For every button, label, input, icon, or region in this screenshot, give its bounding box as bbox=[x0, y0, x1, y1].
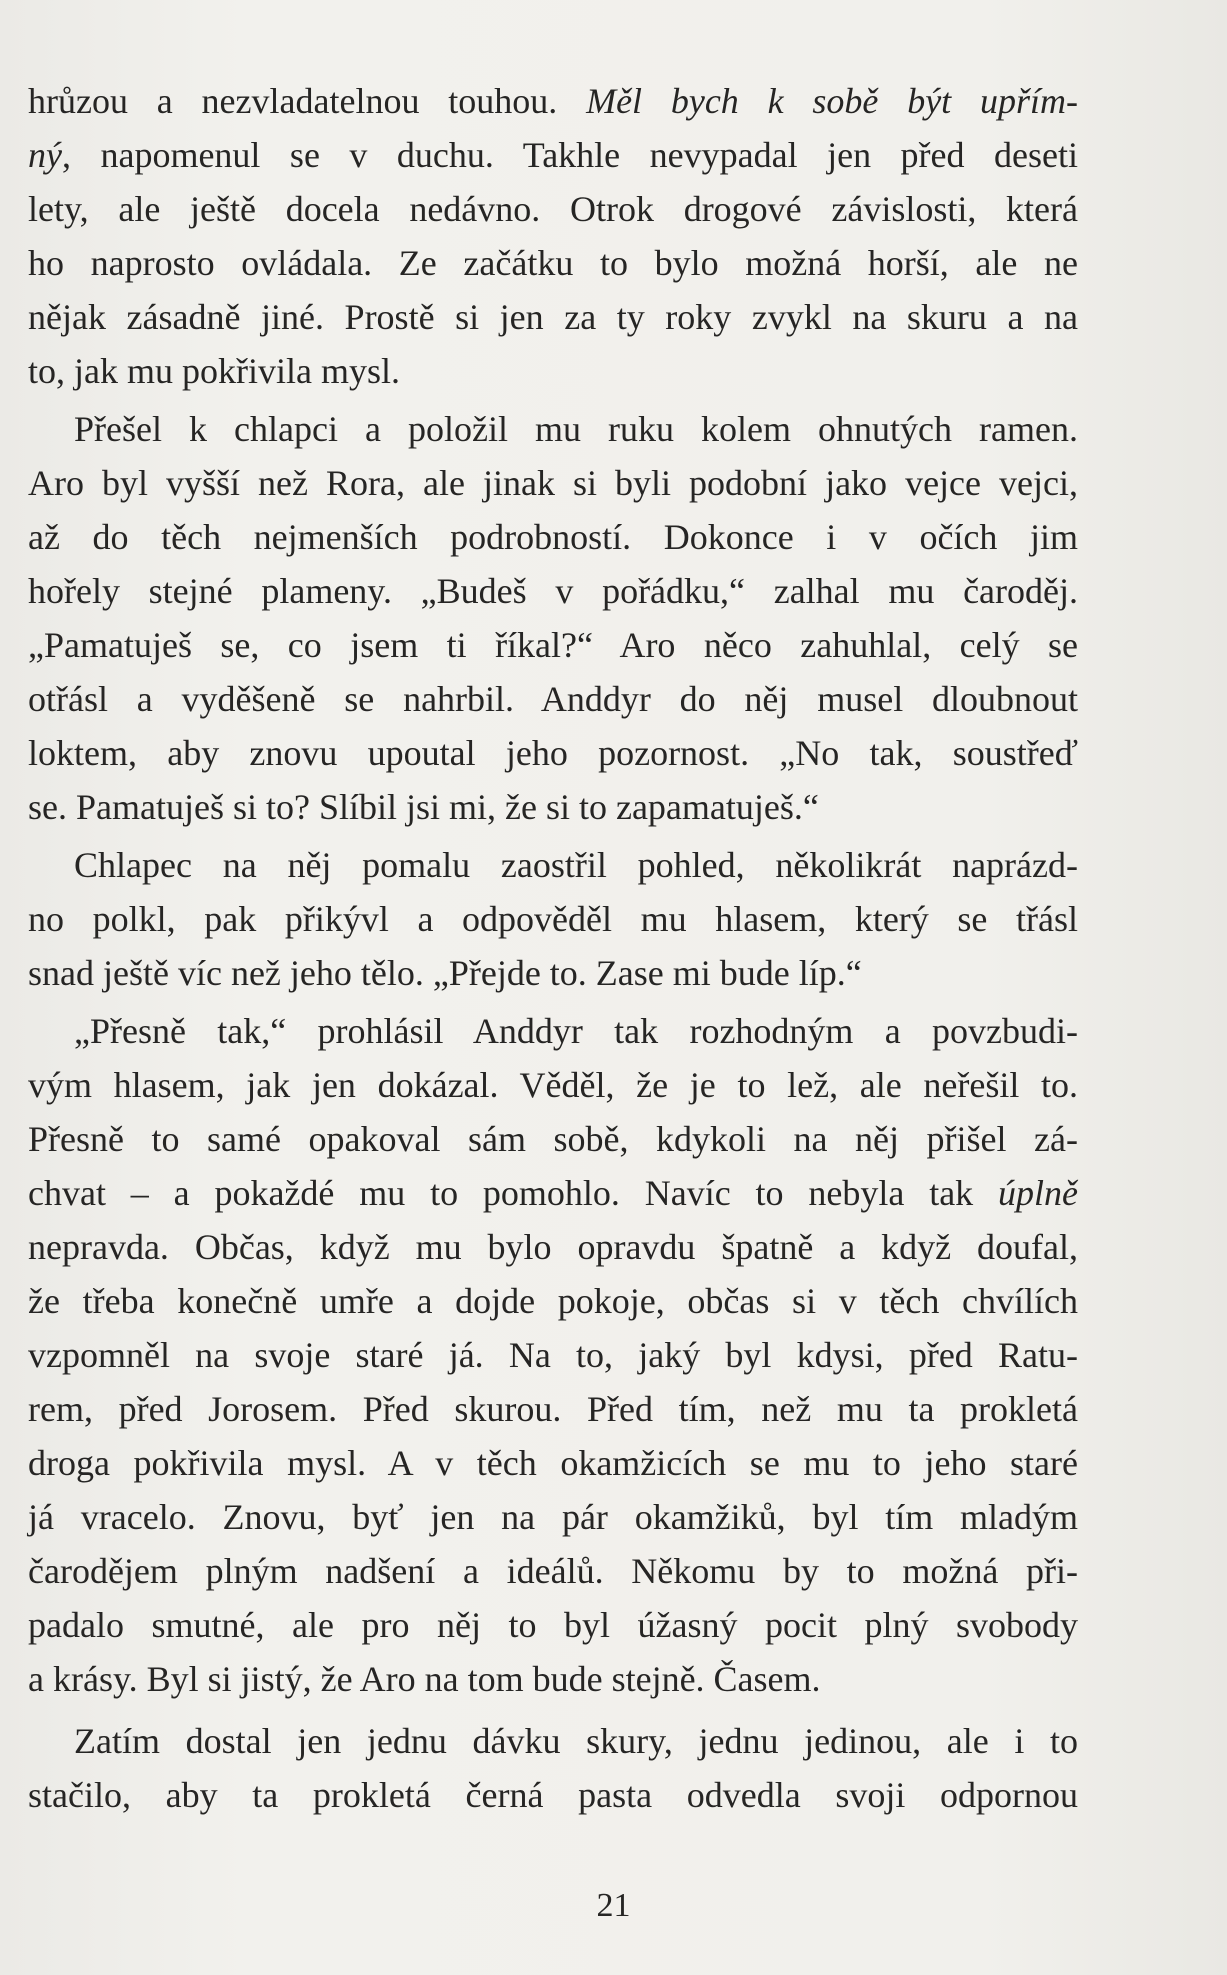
text-run: Přesně to samé opakoval sám sobě, kdykoli na něj přišel zá- bbox=[28, 1119, 1078, 1159]
text-run: vzpomněl na svoje staré já. Na to, jaký byl kdysi, před Ratu- bbox=[28, 1335, 1078, 1375]
text-run: nějak zásadně jiné. Prostě si jen za ty roky zvykl na skuru a na bbox=[28, 297, 1078, 337]
text-line bbox=[28, 618, 1078, 672]
text-run: snad ještě víc než jeho tělo. „Přejde to. Zase mi bude líp.“ bbox=[28, 953, 862, 993]
text-run: že třeba konečně umře a dojde pokoje, občas si v těch chvílích bbox=[28, 1281, 1078, 1321]
text-line bbox=[28, 1058, 1078, 1112]
text-run: rem, před Jorosem. Před skurou. Před tím, než mu ta prokletá bbox=[28, 1389, 1078, 1429]
text-run: nepravda. Občas, když mu bylo opravdu špatně a když doufal, bbox=[28, 1227, 1078, 1267]
text-run: chvat – a pokaždé mu to pomohlo. Navíc to nebyla tak bbox=[28, 1173, 999, 1213]
text-run: Přešel k chlapci a položil mu ruku kolem ohnutých ramen. bbox=[74, 409, 1078, 449]
text-run: ho naprosto ovládala. Ze začátku to bylo možná horší, ale ne bbox=[28, 243, 1078, 283]
text-run: čarodějem plným nadšení a ideálů. Někomu by to možná při- bbox=[28, 1551, 1078, 1591]
text-run: loktem, aby znovu upoutal jeho pozornost. „No tak, soustřeď bbox=[28, 733, 1078, 773]
text-line bbox=[28, 1544, 1078, 1598]
text-line bbox=[28, 128, 1078, 182]
italic-text: Měl bych k sobě být upřím- bbox=[586, 81, 1078, 121]
text-run: hořely stejné plameny. „Budeš v pořádku,“ zalhal mu čaroděj. bbox=[28, 571, 1078, 611]
paragraph bbox=[28, 402, 1078, 834]
text-run: droga pokřivila mysl. A v těch okamžicích se mu to jeho staré bbox=[28, 1443, 1078, 1483]
text-line bbox=[28, 1328, 1078, 1382]
body-text bbox=[28, 74, 1078, 1822]
paragraph bbox=[28, 74, 1078, 398]
text-run: padalo smutné, ale pro něj to byl úžasný pocit plný svobody bbox=[28, 1605, 1078, 1645]
text-line bbox=[28, 1652, 1078, 1706]
text-line bbox=[28, 456, 1078, 510]
page-number: 21 bbox=[596, 1887, 631, 1924]
text-run: Zatím dostal jen jednu dávku skury, jednu jedinou, ale i to bbox=[74, 1721, 1078, 1761]
text-run: otřásl a vyděšeně se nahrbil. Anddyr do něj musel dloubnout bbox=[28, 679, 1078, 719]
text-line bbox=[28, 892, 1078, 946]
text-run: Chlapec na něj pomalu zaostřil pohled, několikrát naprázd- bbox=[74, 845, 1078, 885]
text-run: to, jak mu pokřivila mysl. bbox=[28, 351, 400, 391]
text-run: a krásy. Byl si jistý, že Aro na tom bude stejně. Časem. bbox=[28, 1659, 821, 1699]
text-run: hrůzou a nezvladatelnou touhou. bbox=[28, 81, 587, 121]
text-run: , napomenul se v duchu. Takhle nevypadal jen před deseti bbox=[61, 135, 1078, 175]
text-line bbox=[28, 672, 1078, 726]
text-run: lety, ale ještě docela nedávno. Otrok drogové závislosti, která bbox=[28, 189, 1078, 229]
text-line bbox=[28, 182, 1078, 236]
text-run: stačilo, aby ta prokletá černá pasta odvedla svoji odpornou bbox=[28, 1775, 1078, 1815]
text-run: „Pamatuješ se, co jsem ti říkal?“ Aro něco zahuhlal, celý se bbox=[28, 625, 1078, 665]
italic-text: ný bbox=[28, 135, 62, 175]
text-line bbox=[28, 726, 1078, 780]
text-line bbox=[28, 564, 1078, 618]
text-line bbox=[28, 1436, 1078, 1490]
text-line bbox=[28, 838, 1078, 892]
paragraph bbox=[28, 1004, 1078, 1706]
text-line bbox=[28, 344, 1078, 398]
text-run: až do těch nejmenších podrobností. Dokonce i v očích jim bbox=[28, 517, 1078, 557]
text-line bbox=[28, 1382, 1078, 1436]
text-run: já vracelo. Znovu, byť jen na pár okamžiků, byl tím mladým bbox=[28, 1497, 1078, 1537]
text-line bbox=[28, 510, 1078, 564]
text-run: no polkl, pak přikývl a odpověděl mu hlasem, který se třásl bbox=[28, 899, 1078, 939]
text-line bbox=[28, 290, 1078, 344]
text-line bbox=[28, 1714, 1078, 1768]
text-line bbox=[28, 74, 1078, 128]
text-run: Aro byl vyšší než Rora, ale jinak si byli podobní jako vejce vejci, bbox=[28, 463, 1078, 503]
text-line bbox=[28, 1220, 1078, 1274]
paragraph bbox=[28, 1714, 1078, 1822]
text-line bbox=[28, 780, 1078, 834]
paragraph bbox=[28, 838, 1078, 1000]
text-run: „Přesně tak,“ prohlásil Anddyr tak rozhodným a povzbudi- bbox=[74, 1011, 1078, 1051]
text-line bbox=[28, 1490, 1078, 1544]
text-run: se. Pamatuješ si to? Slíbil jsi mi, že si to zapamatuješ.“ bbox=[28, 787, 819, 827]
text-line bbox=[28, 1166, 1078, 1220]
text-line bbox=[28, 402, 1078, 456]
italic-text: úplně bbox=[998, 1173, 1078, 1213]
text-line bbox=[28, 946, 1078, 1000]
text-line bbox=[28, 1598, 1078, 1652]
text-run: vým hlasem, jak jen dokázal. Věděl, že je to lež, ale neřešil to. bbox=[28, 1065, 1078, 1105]
text-line bbox=[28, 236, 1078, 290]
text-line bbox=[28, 1004, 1078, 1058]
text-line bbox=[28, 1112, 1078, 1166]
text-line bbox=[28, 1768, 1078, 1822]
text-line bbox=[28, 1274, 1078, 1328]
